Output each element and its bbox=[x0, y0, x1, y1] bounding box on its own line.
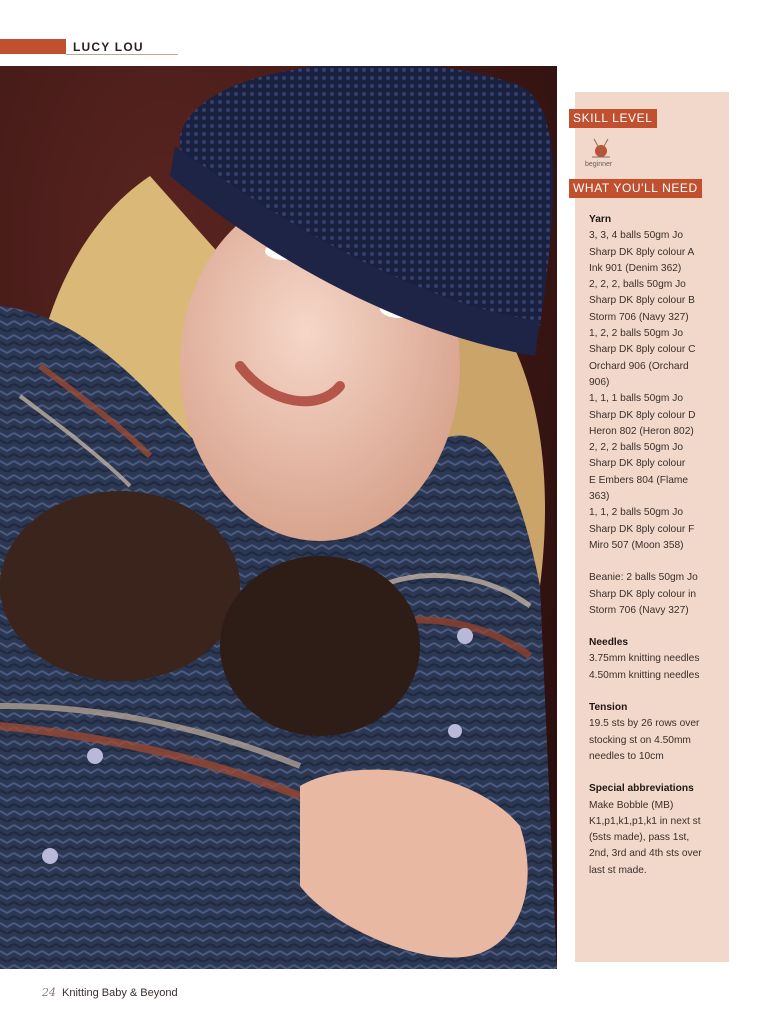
abbreviation-line: Make Bobble (MB) bbox=[589, 799, 674, 811]
skill-level-label: SKILL LEVEL bbox=[569, 109, 657, 128]
materials-list bbox=[589, 212, 721, 895]
page-footer bbox=[42, 986, 178, 999]
yarn-line: Sharp DK 8ply colour B bbox=[589, 295, 695, 307]
yarn-ball-needles-icon bbox=[586, 137, 616, 159]
tension-heading: Tension bbox=[589, 702, 628, 714]
yarn-line: Sharp DK 8ply colour D bbox=[589, 409, 696, 421]
header-rule bbox=[66, 54, 178, 55]
yarn-line: 1, 1, 2 balls 50gm Jo bbox=[589, 507, 684, 519]
yarn-line: 363) bbox=[589, 491, 610, 503]
yarn-line: Sharp DK 8ply colour A bbox=[589, 246, 695, 258]
book-title: Knitting Baby & Beyond bbox=[62, 987, 178, 999]
skill-level-value: beginner bbox=[585, 161, 613, 168]
yarn-line: Orchard 906 (Orchard bbox=[589, 360, 689, 372]
photo-girl-in-beanie bbox=[0, 66, 557, 969]
needles-line: 4.50mm knitting needles bbox=[589, 669, 700, 681]
yarn-line: 2, 2, 2, balls 50gm Jo bbox=[589, 279, 686, 291]
yarn-line: Storm 706 (Navy 327) bbox=[589, 311, 689, 323]
page-number: 24 bbox=[42, 986, 56, 999]
tension-lines bbox=[589, 716, 721, 765]
tension-line: 19.5 sts by 26 rows over bbox=[589, 718, 700, 730]
yarn-line: Miro 507 (Moon 358) bbox=[589, 539, 684, 551]
needles-section bbox=[589, 635, 721, 684]
yarn-line: Sharp DK 8ply colour C bbox=[589, 344, 696, 356]
yarn-line: 1, 2, 2 balls 50gm Jo bbox=[589, 328, 684, 340]
needles-lines bbox=[589, 651, 721, 684]
beanie-yarn-lines bbox=[589, 570, 721, 619]
yarn-lines bbox=[589, 228, 721, 554]
tension-line: stocking st on 4.50mm bbox=[589, 734, 691, 746]
pattern-title: LUCY LOU bbox=[73, 40, 144, 54]
beanie-line: Beanie: 2 balls 50gm Jo bbox=[589, 572, 698, 584]
abbreviations-heading: Special abbreviations bbox=[589, 783, 694, 795]
yarn-section bbox=[589, 212, 721, 619]
yarn-line: 3, 3, 4 balls 50gm Jo bbox=[589, 230, 684, 242]
yarn-line: Sharp DK 8ply colour bbox=[589, 458, 686, 470]
yarn-line: Sharp DK 8ply colour F bbox=[589, 523, 695, 535]
abbreviation-line: K1,p1,k1,p1,k1 in next st bbox=[589, 815, 701, 827]
abbreviation-line: 2nd, 3rd and 4th sts over bbox=[589, 848, 702, 860]
header-accent-bar bbox=[0, 39, 66, 54]
needles-line: 3.75mm knitting needles bbox=[589, 653, 700, 665]
yarn-line: E Embers 804 (Flame bbox=[589, 474, 689, 486]
yarn-line: 2, 2, 2 balls 50gm Jo bbox=[589, 442, 684, 454]
needles-heading: Needles bbox=[589, 637, 629, 649]
yarn-line: 906) bbox=[589, 376, 610, 388]
abbreviations-lines bbox=[589, 798, 721, 879]
yarn-line: Ink 901 (Denim 362) bbox=[589, 262, 682, 274]
abbreviations-section bbox=[589, 781, 721, 879]
abbreviation-line: last st made. bbox=[589, 864, 647, 876]
tension-line: needles to 10cm bbox=[589, 750, 664, 762]
beanie-line: Sharp DK 8ply colour in bbox=[589, 588, 697, 600]
yarn-heading: Yarn bbox=[589, 214, 612, 225]
yarn-line: 1, 1, 1 balls 50gm Jo bbox=[589, 393, 684, 405]
beanie-line: Storm 706 (Navy 327) bbox=[589, 604, 689, 616]
yarn-line: Heron 802 (Heron 802) bbox=[589, 425, 694, 437]
abbreviation-line: (5sts made), pass 1st, bbox=[589, 832, 690, 844]
tension-section bbox=[589, 700, 721, 765]
what-youll-need-label: WHAT YOU'LL NEED bbox=[569, 179, 702, 198]
